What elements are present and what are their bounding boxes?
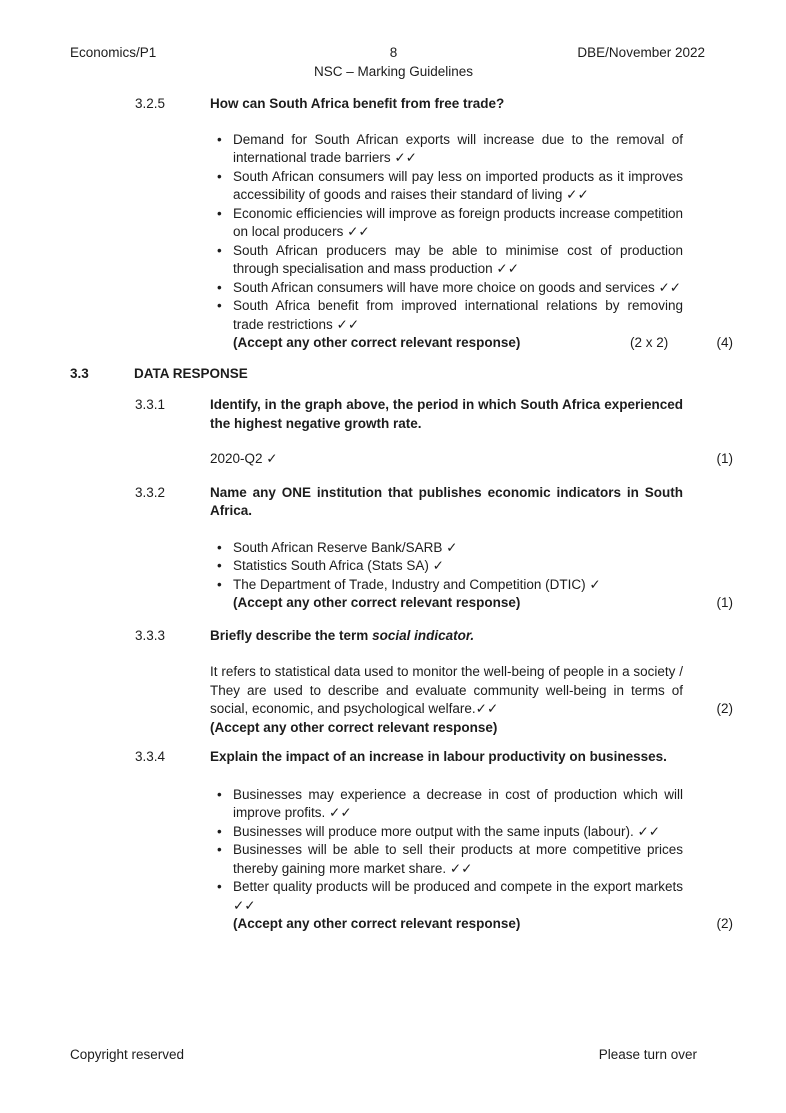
marks-badge: (2) bbox=[716, 916, 733, 931]
question-3-3-1 bbox=[70, 396, 737, 469]
answer-bullet: • Statistics South Africa (Stats SA) ✓ bbox=[210, 557, 683, 576]
question-text: How can South Africa benefit from free trade? bbox=[210, 96, 505, 111]
section-title: DATA RESPONSE bbox=[134, 365, 248, 381]
accept-note-line bbox=[210, 594, 733, 613]
page-number: 8 bbox=[389, 45, 398, 60]
marks-badge: (1) bbox=[716, 451, 733, 466]
section-3-3 bbox=[70, 365, 737, 384]
question-text: Explain the impact of an increase in labour productivity on businesses. bbox=[210, 749, 667, 764]
accept-note: (Accept any other correct relevant response) bbox=[233, 595, 521, 610]
accept-note-line bbox=[210, 334, 733, 353]
answer-bullet: • Economic efficiencies will improve as foreign products increase competition on local producers ✓✓ bbox=[210, 205, 683, 242]
answer-bullet: • Better quality products will be produced and compete in the export markets ✓✓ bbox=[210, 878, 683, 915]
question-3-3-3 bbox=[70, 627, 737, 738]
answer-bullet: • Businesses will produce more output with the same inputs (labour). ✓✓ bbox=[210, 823, 683, 842]
question-text: Name any ONE institution that publishes economic indicators in South Africa. bbox=[210, 484, 683, 518]
accept-note: (Accept any other correct relevant response) bbox=[233, 916, 521, 931]
page-footer bbox=[70, 1046, 737, 1065]
accept-note-line bbox=[210, 915, 733, 934]
answer-line bbox=[210, 450, 733, 469]
answer-list bbox=[210, 786, 683, 916]
accept-note: (Accept any other correct relevant response) bbox=[233, 335, 521, 350]
marks-badge: (1) bbox=[716, 595, 733, 610]
answer-bullet: • South African consumers will pay less on imported products as it improves accessibility of goods and raises their standard of living ✓✓ bbox=[210, 168, 683, 205]
question-term-italic: social indicator. bbox=[372, 627, 475, 643]
question-number: 3.2.5 bbox=[135, 96, 166, 111]
answer-bullet: • Demand for South African exports will increase due to the removal of international trade barriers ✓✓ bbox=[210, 131, 683, 168]
answer-bullet: • South Africa benefit from improved international relations by removing trade restrictions ✓✓ bbox=[210, 297, 683, 334]
question-3-3-2 bbox=[70, 484, 737, 613]
turn-over-note: Please turn over bbox=[598, 1047, 697, 1062]
marks-badge: (4) bbox=[716, 335, 733, 350]
question-number: 3.3.1 bbox=[135, 397, 166, 412]
answer-bullet: • South African producers may be able to minimise cost of production through specialisation and mass production ✓✓ bbox=[210, 242, 683, 279]
mark-allocation: (2 x 2) bbox=[630, 335, 669, 350]
answer-list bbox=[210, 539, 683, 595]
marks-badge: (2) bbox=[716, 701, 733, 716]
doc-subtitle: NSC – Marking Guidelines bbox=[313, 63, 474, 79]
question-number: 3.3.4 bbox=[135, 749, 166, 764]
question-text bbox=[210, 627, 683, 646]
question-text: Identify, in the graph above, the period in which South Africa experienced the highest negative growth rate. bbox=[210, 397, 683, 431]
doc-code: Economics/P1 bbox=[70, 45, 157, 60]
answer-bullet: • South African Reserve Bank/SARB ✓ bbox=[210, 539, 683, 558]
accept-note-line bbox=[210, 719, 683, 738]
copyright-note: Copyright reserved bbox=[70, 1047, 185, 1062]
answer-bullet: • The Department of Trade, Industry and Competition (DTIC) ✓ bbox=[210, 576, 683, 595]
answer-list bbox=[210, 131, 683, 335]
answer-bullet: • Businesses will be able to sell their products at more competitive prices thereby gaining more market share. ✓✓ bbox=[210, 841, 683, 878]
accept-note: (Accept any other correct relevant response) bbox=[210, 719, 498, 735]
question-text-prefix: Briefly describe the term bbox=[210, 627, 373, 643]
answer-text: 2020-Q2 ✓ bbox=[210, 451, 278, 466]
answer-bullet: • South African consumers will have more choice on goods and services ✓✓ bbox=[210, 279, 683, 298]
page-header bbox=[70, 44, 737, 81]
doc-reference: DBE/November 2022 bbox=[577, 45, 705, 60]
answer-paragraph-wrap bbox=[210, 663, 733, 719]
answer-paragraph: It refers to statistical data used to monitor the well-being of people in a society / They are used to describe and evaluate community well-being in terms of social, economic, and psychological welfare.✓✓ bbox=[210, 664, 683, 716]
question-3-3-4 bbox=[70, 748, 737, 934]
question-number: 3.3.2 bbox=[135, 484, 166, 500]
section-number: 3.3 bbox=[70, 365, 89, 381]
question-3-2-5 bbox=[70, 95, 737, 353]
question-number: 3.3.3 bbox=[135, 627, 166, 643]
header-center bbox=[314, 44, 473, 81]
answer-bullet: • Businesses may experience a decrease in cost of production which will improve profits. ✓✓ bbox=[210, 786, 683, 823]
